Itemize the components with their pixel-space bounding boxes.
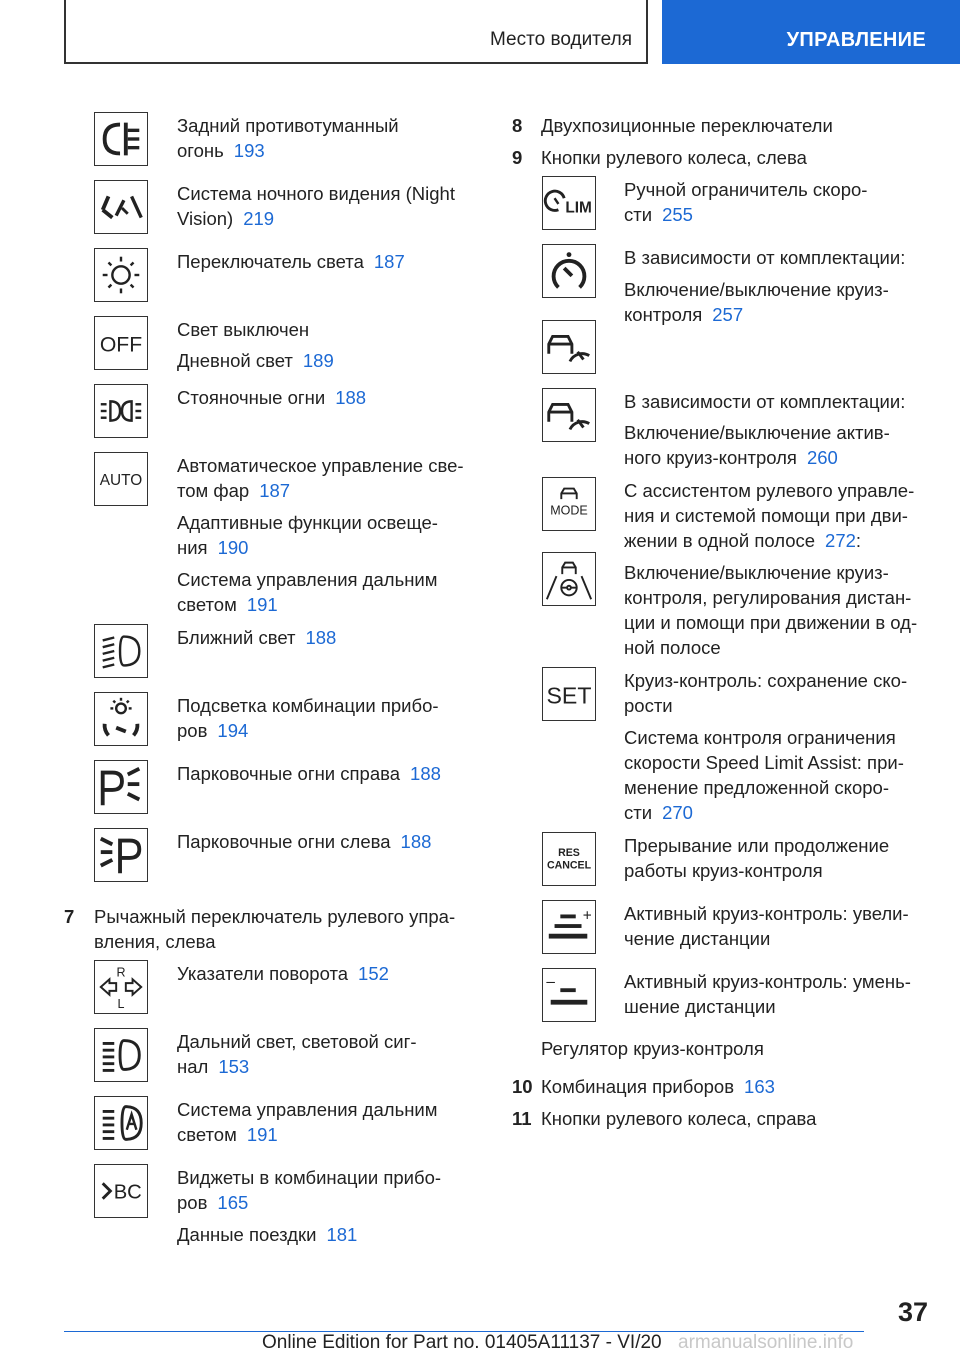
- item-text: работы круиз-контроля: [624, 860, 823, 881]
- item-text: Автоматическое управление све-: [177, 455, 464, 476]
- item-text: Указатели поворота 152: [177, 963, 389, 984]
- bc-icon: [94, 1164, 148, 1218]
- night-vision-icon: [94, 180, 148, 234]
- item-text: контроля, регулирования дистан-: [624, 587, 912, 608]
- page-ref-link[interactable]: 255: [662, 204, 693, 225]
- item-text: светом 191: [177, 594, 278, 615]
- item-text: Система ночного видения (Night: [177, 183, 455, 204]
- item-text: С ассистентом рулевого управле-: [624, 480, 915, 501]
- item-text: Регулятор круиз-контроля: [541, 1038, 764, 1059]
- item-text: В зависимости от комплектации:: [624, 391, 906, 412]
- page-ref-link[interactable]: 260: [806, 447, 838, 468]
- page-ref-link[interactable]: 219: [243, 208, 275, 229]
- res-cancel-icon: [542, 832, 596, 886]
- page-ref-link[interactable]: 188: [400, 831, 432, 852]
- item-text: Активный круиз-контроль: умень-: [624, 971, 911, 992]
- item-text: ной полосе: [624, 637, 721, 658]
- item-text: светом 191: [177, 1124, 278, 1145]
- item-text: В зависимости от комплектации:: [624, 247, 906, 268]
- turn-signal-r-label: R: [116, 965, 126, 980]
- item-text: Ручной ограничитель скоро-: [624, 179, 868, 200]
- light-switch-icon: [94, 248, 148, 302]
- page-ref-link[interactable]: 188: [335, 387, 367, 408]
- section-title: Место водителя: [490, 29, 632, 50]
- item-text: жении в одной полосе 272:: [624, 530, 862, 551]
- item-text: Включение/выключение актив-: [624, 422, 890, 443]
- parking-light-left-icon: [94, 828, 148, 882]
- item-text: Включение/выключение круиз-: [624, 279, 889, 300]
- item-text: ния и системой помощи при дви-: [624, 505, 908, 526]
- item-text: вления, слева: [94, 931, 216, 952]
- item-text: Задний противотуманный: [177, 115, 399, 136]
- item-text: Свет выключен: [177, 319, 310, 340]
- item-number: 8: [512, 115, 523, 136]
- item-text: сти 270: [624, 802, 693, 823]
- item-text: Подсветка комбинации прибо-: [177, 695, 439, 716]
- item-text: Дальний свет, световой сиг-: [177, 1031, 417, 1052]
- off-icon: [94, 316, 148, 370]
- set-icon: [542, 667, 596, 721]
- item-number: 10: [512, 1076, 533, 1097]
- item-number: 7: [64, 906, 75, 927]
- item-text: рости: [624, 695, 673, 716]
- item-text: Парковочные огни слева 188: [177, 831, 432, 852]
- page-ref-link[interactable]: 193: [233, 140, 265, 161]
- item-text: менение предложенной скоро-: [624, 777, 889, 798]
- item-text: ров 194: [177, 720, 249, 741]
- item-number: 11: [512, 1108, 532, 1129]
- page-ref-link[interactable]: 190: [217, 537, 249, 558]
- rear-fog-light-icon: [94, 112, 148, 166]
- lim-icon-text: LIM: [565, 199, 592, 217]
- page-ref-link[interactable]: 152: [358, 963, 389, 984]
- chapter-header: [662, 0, 960, 64]
- instrument-lighting-icon: [94, 692, 148, 746]
- page-ref-link[interactable]: 188: [305, 627, 337, 648]
- item-text: Кнопки рулевого колеса, слева: [541, 147, 807, 168]
- parking-lights-icon: [94, 384, 148, 438]
- item-text: огонь 193: [177, 140, 265, 161]
- page-ref-link[interactable]: 194: [217, 720, 249, 741]
- page-ref-link[interactable]: 191: [246, 1124, 278, 1145]
- item-text: Двухпозиционные переключатели: [541, 115, 833, 136]
- item-text: Прерывание или продолжение: [624, 835, 890, 856]
- page-ref-link[interactable]: 153: [218, 1056, 250, 1077]
- page-ref-link[interactable]: 188: [410, 763, 441, 784]
- item-text: Активный круиз-контроль: увели-: [624, 903, 909, 924]
- item-text: том фар 187: [177, 480, 291, 501]
- item-text: Рычажный переключатель рулевого упра-: [94, 906, 456, 927]
- page-ref-link[interactable]: 191: [246, 594, 278, 615]
- res-icon-text: RES: [558, 847, 580, 860]
- item-text: сти 255: [624, 204, 693, 225]
- page-ref-link[interactable]: 163: [744, 1076, 775, 1097]
- auto-icon: [94, 452, 148, 506]
- item-text: Система контроля ограничения: [624, 727, 896, 748]
- item-text: ров 165: [177, 1192, 249, 1213]
- speed-limiter-icon: [542, 176, 596, 230]
- page-ref-link[interactable]: 165: [217, 1192, 249, 1213]
- active-cruise-icon-2: [542, 388, 596, 442]
- item-text: Адаптивные функции освеще-: [177, 512, 438, 533]
- auto-icon-text: AUTO: [99, 471, 143, 489]
- item-text: Vision) 219: [177, 208, 275, 229]
- plus-icon-text: +: [582, 907, 592, 925]
- item-text: контроля 257: [624, 304, 744, 325]
- item-text: Включение/выключение круиз-: [624, 562, 889, 583]
- item-text: чение дистанции: [624, 928, 771, 949]
- item-text: Система управления дальним: [177, 1099, 438, 1120]
- low-beam-icon: [94, 624, 148, 678]
- item-text: Данные поездки 181: [177, 1224, 358, 1245]
- item-text: скорости Speed Limit Assist: при-: [624, 752, 904, 773]
- active-cruise-icon: [542, 320, 596, 374]
- footer-text: Online Edition for Part no. 01405A11137 - VI/20: [262, 1332, 662, 1353]
- watermark: armanualsonline.info: [678, 1332, 854, 1353]
- page-ref-link[interactable]: 257: [712, 304, 744, 325]
- high-beam-icon: [94, 1028, 148, 1082]
- section-header: [64, 0, 648, 64]
- page-ref-link[interactable]: 187: [373, 251, 405, 272]
- turn-signal-l-label: L: [117, 997, 125, 1012]
- lane-assist-icon: [542, 552, 596, 606]
- distance-minus-icon: [542, 968, 596, 1022]
- page-ref-link[interactable]: 189: [302, 350, 334, 371]
- minus-icon-text: –: [546, 973, 555, 991]
- cruise-control-icon: [542, 244, 596, 298]
- high-beam-assist-icon: [94, 1096, 148, 1150]
- item-text: Кнопки рулевого колеса, справа: [541, 1108, 817, 1129]
- off-icon-text: OFF: [99, 333, 143, 357]
- item-text: нал 153: [177, 1056, 250, 1077]
- parking-light-right-icon: [94, 760, 148, 814]
- mode-icon-text: MODE: [550, 503, 588, 518]
- item-text: Парковочные огни справа 188: [177, 763, 441, 784]
- item-text: Система управления дальним: [177, 569, 438, 590]
- distance-plus-icon: [542, 900, 596, 954]
- page-ref-link[interactable]: 187: [259, 480, 291, 501]
- item-text: ного круиз-контроля 260: [624, 447, 838, 468]
- item-number: 9: [512, 147, 523, 168]
- set-icon-text: SET: [546, 682, 592, 709]
- item-text: Круиз-контроль: сохранение ско-: [624, 670, 908, 691]
- item-text: ции и помощи при движении в од-: [624, 612, 918, 633]
- item-text: ния 190: [177, 537, 249, 558]
- item-text: шение дистанции: [624, 996, 776, 1017]
- item-text: Виджеты в комбинации прибо-: [177, 1167, 442, 1188]
- cancel-icon-text: CANCEL: [546, 859, 592, 872]
- turn-signal-icon: [94, 960, 148, 1014]
- item-text: Ближний свет 188: [177, 627, 337, 648]
- mode-icon: [542, 477, 596, 531]
- item-text: Стояночные огни 188: [177, 387, 367, 408]
- item-text: Переключатель света 187: [177, 251, 405, 272]
- item-text: Дневной свет 189: [177, 350, 334, 371]
- page-ref-link[interactable]: 270: [662, 802, 693, 823]
- chapter-title: УПРАВЛЕНИЕ: [786, 29, 926, 51]
- page-ref-link[interactable]: 181: [326, 1224, 358, 1245]
- item-text: Комбинация приборов 163: [541, 1076, 775, 1097]
- page-number: 37: [897, 1297, 928, 1327]
- page-ref-link[interactable]: 272: [825, 530, 856, 551]
- bc-icon-text: BC: [113, 1181, 142, 1204]
